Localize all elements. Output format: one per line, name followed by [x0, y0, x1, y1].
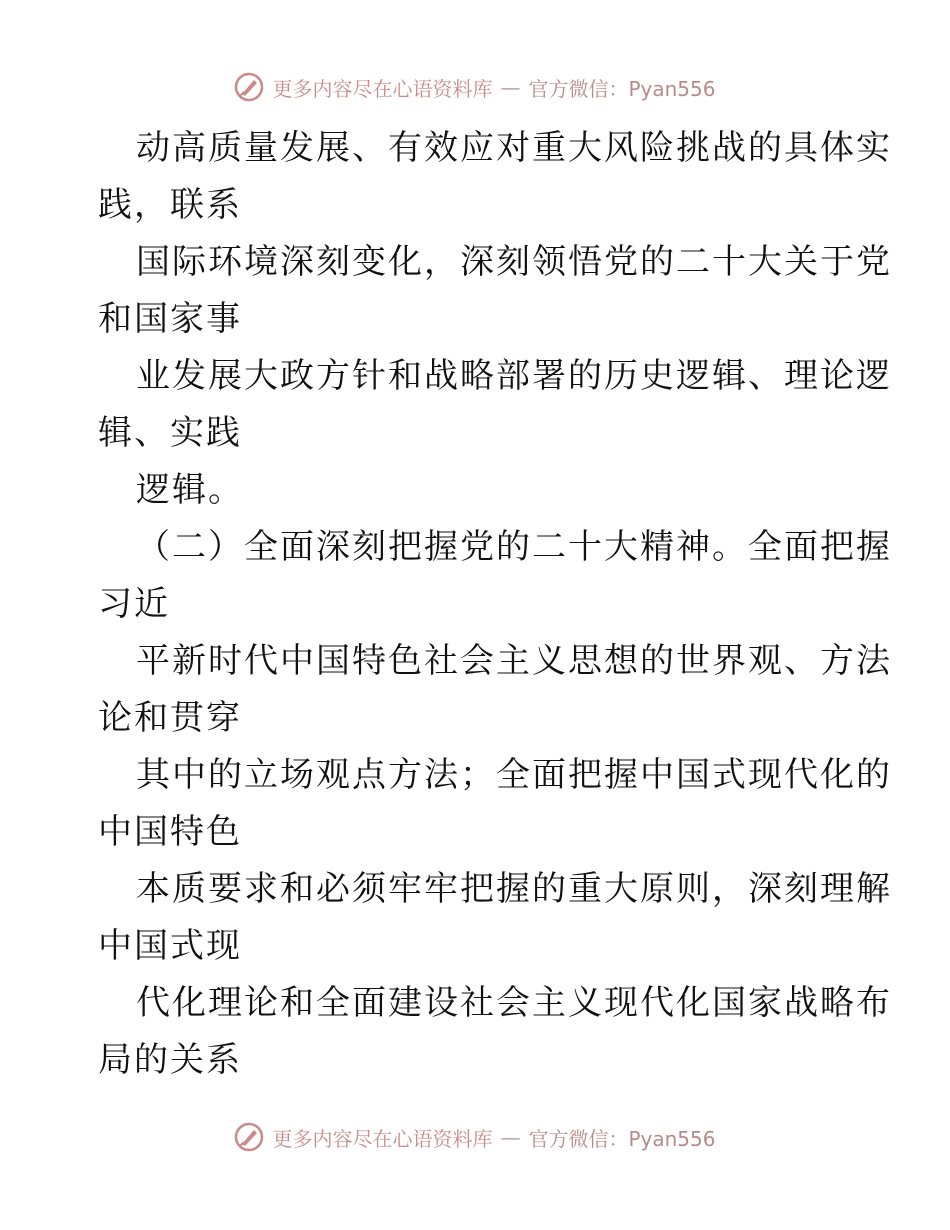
text-line: 中国特色 [98, 812, 242, 852]
watermark-contact: 官方微信：Pyan556 [528, 76, 716, 101]
footer-watermark [0, 1122, 950, 1152]
text-line: 局的关系 [98, 1040, 242, 1080]
text-line: 习近 [98, 584, 170, 624]
watermark-separator: — [500, 75, 521, 99]
watermark-text: 更多内容尽在心语资料库 [272, 76, 493, 101]
text-line: 平新时代中国特色社会主义思想的世界观、方法 [136, 641, 892, 681]
text-line: 和国家事 [98, 299, 242, 339]
text-line: 本质要求和必须牢牢把握的重大原则，深刻理解 [136, 869, 892, 909]
text-line: 国际环境深刻变化，深刻领悟党的二十大关于党 [136, 242, 892, 282]
header-watermark [0, 72, 950, 102]
text-line: 代化理论和全面建设社会主义现代化国家战略布 [136, 983, 892, 1023]
quill-logo-icon [234, 1122, 264, 1152]
watermark-contact: 官方微信：Pyan556 [528, 1126, 716, 1151]
text-line: 论和贯穿 [98, 698, 242, 738]
quill-logo-icon [234, 72, 264, 102]
text-line: 其中的立场观点方法；全面把握中国式现代化的 [136, 755, 892, 795]
watermark-text: 更多内容尽在心语资料库 [272, 1126, 493, 1151]
text-line: 践，联系 [98, 185, 242, 225]
text-line: 逻辑。 [136, 470, 244, 510]
body-text [98, 120, 892, 1089]
text-line: 中国式现 [98, 926, 242, 966]
watermark-separator: — [500, 1125, 521, 1149]
text-line: 业发展大政方针和战略部署的历史逻辑、理论逻 [136, 356, 892, 396]
text-line: （二）全面深刻把握党的二十大精神。全面把握 [136, 527, 892, 567]
text-line: 辑、实践 [98, 413, 242, 453]
text-line: 动高质量发展、有效应对重大风险挑战的具体实 [136, 128, 892, 168]
